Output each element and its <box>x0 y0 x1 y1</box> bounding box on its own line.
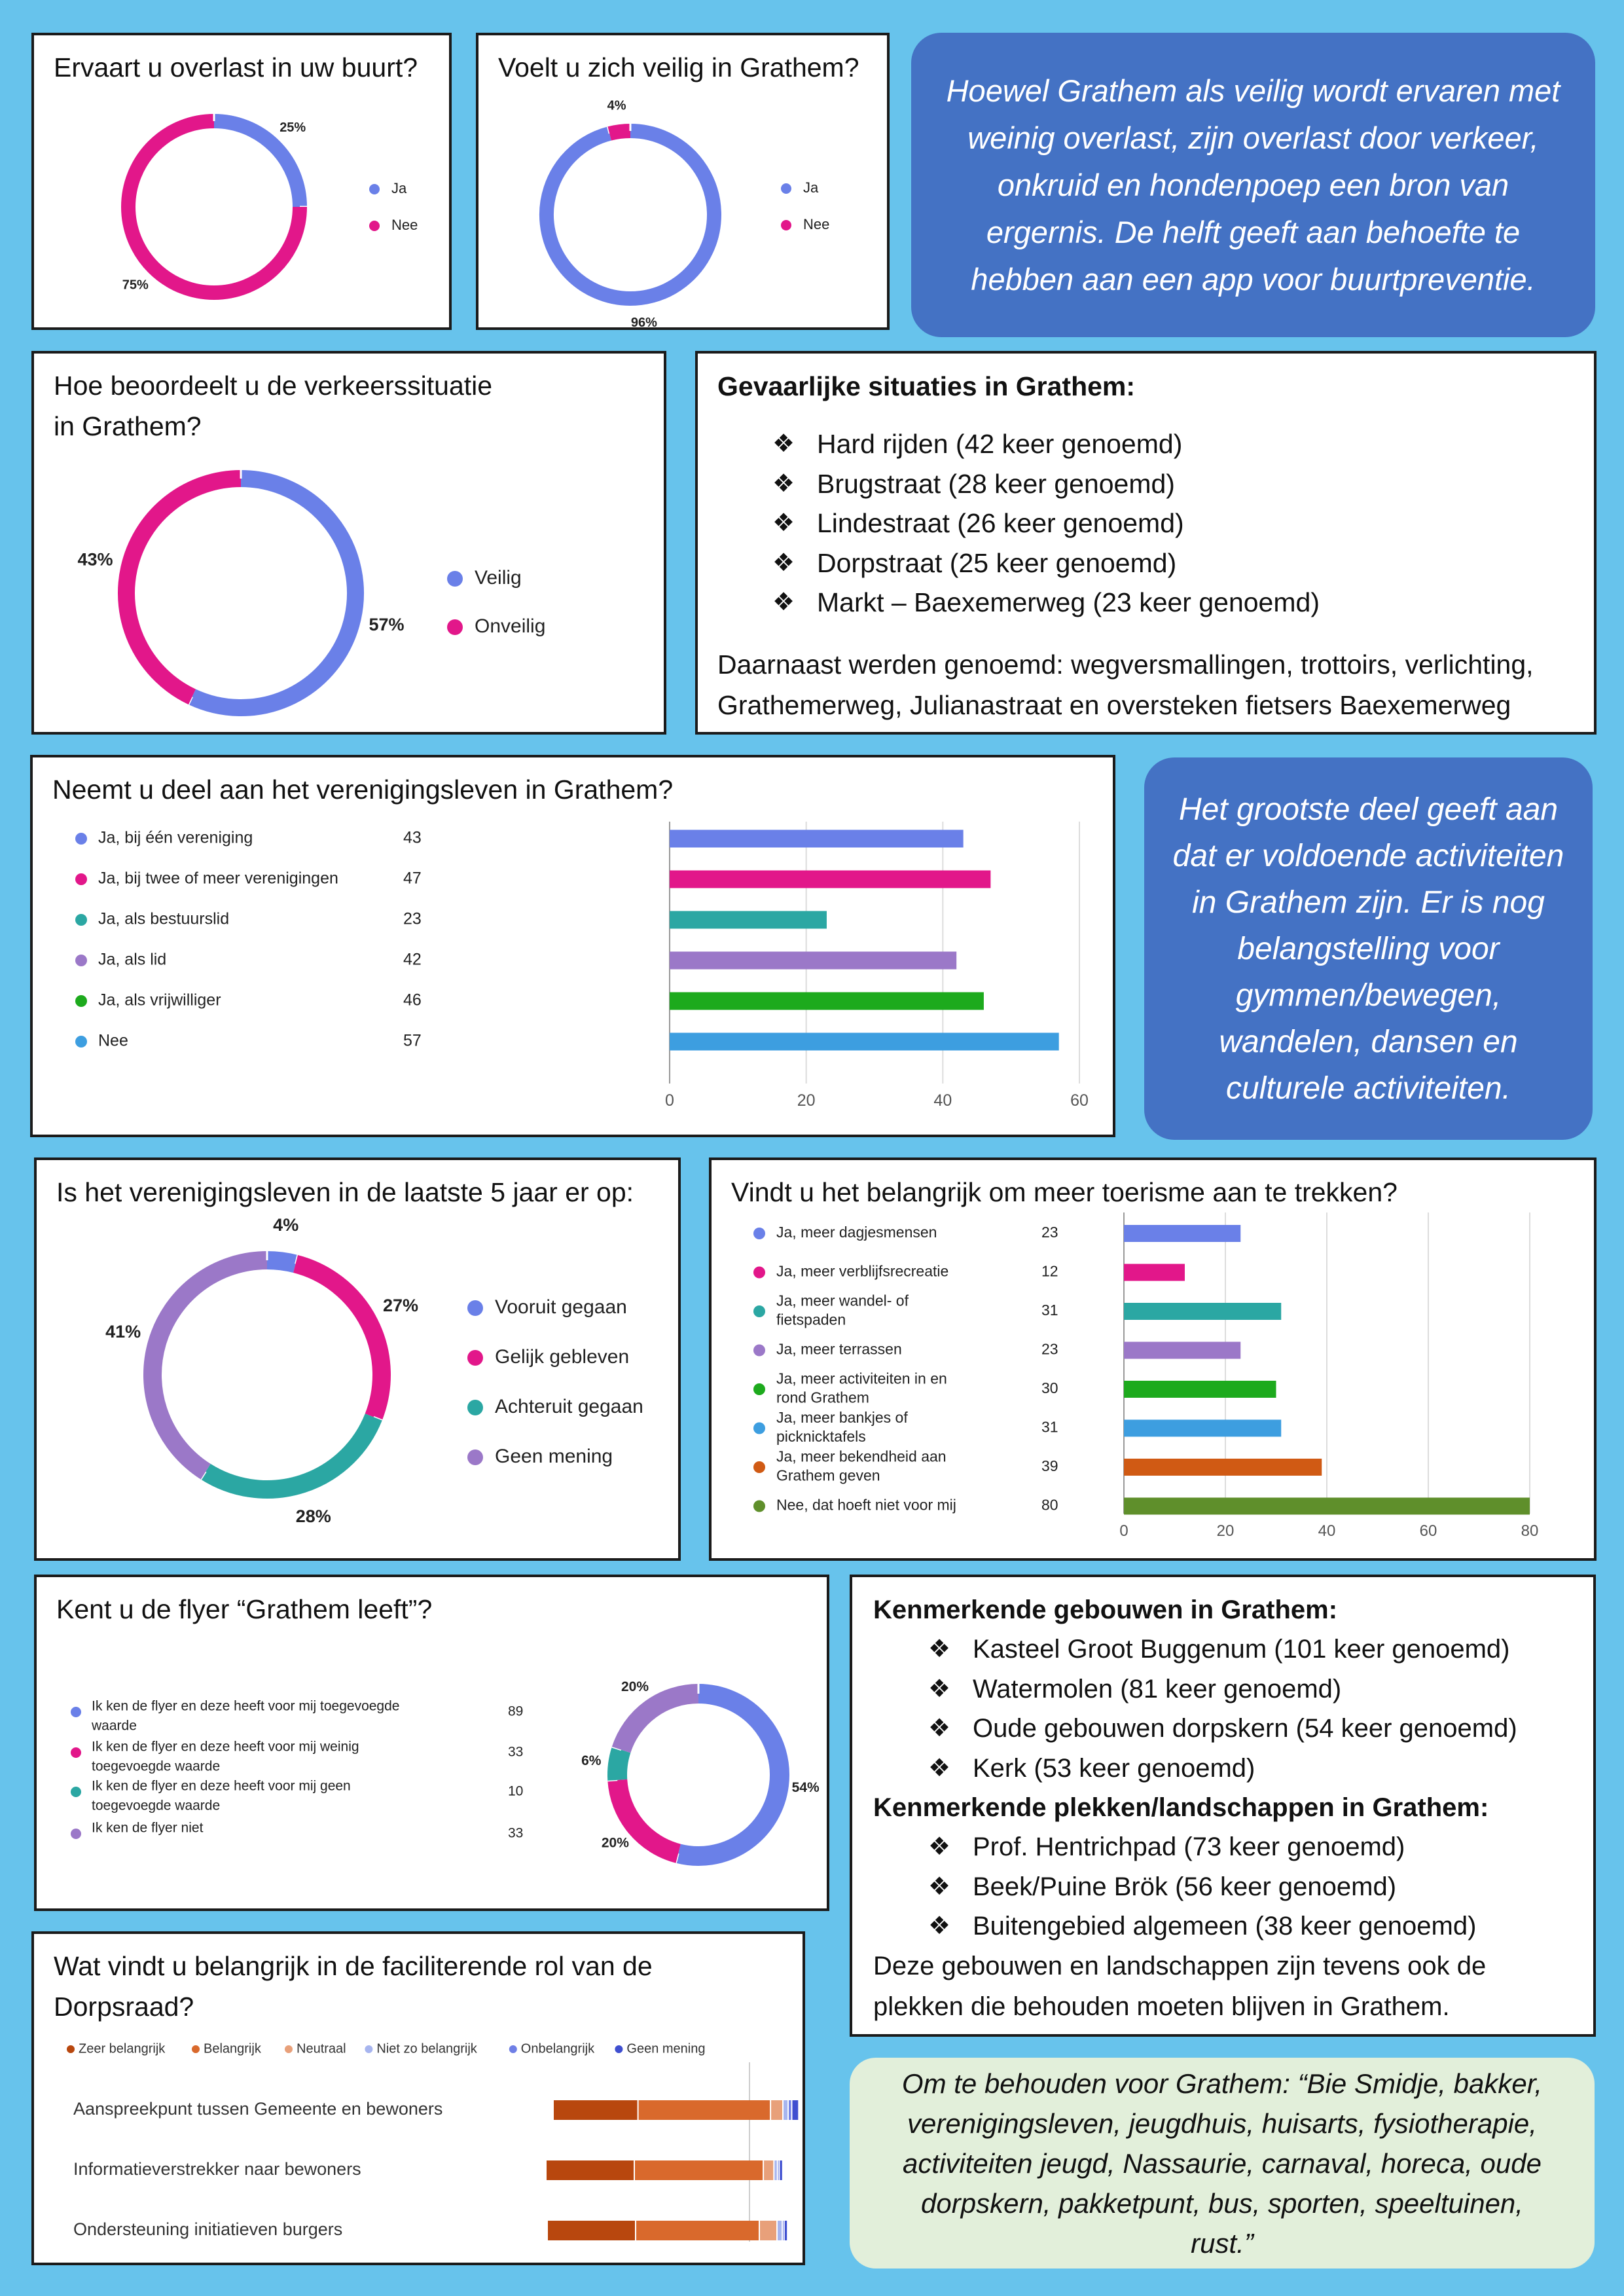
list-item <box>928 1906 1477 1946</box>
list-item-text: Lindestraat (26 keer genoemd) <box>817 508 1184 538</box>
legend-dot <box>71 1787 81 1797</box>
panel-flyer <box>34 1575 829 1911</box>
legend-dot <box>75 873 87 885</box>
diamond-bullet-icon: ❖ <box>928 1635 951 1663</box>
legend-count: 33 <box>508 1744 524 1760</box>
bar-segment <box>784 2100 787 2120</box>
legend-label: Nee <box>391 216 418 233</box>
legend-count: 33 <box>508 1825 524 1841</box>
axis-tick-label: 20 <box>797 1091 816 1110</box>
list-item-text: Kerk (53 keer genoemd) <box>973 1753 1255 1783</box>
donut-slice <box>609 131 630 134</box>
stacked-bar-chart-faciliterend <box>34 1934 808 2268</box>
value-label: 23 <box>1041 1340 1058 1358</box>
axis-tick-label: 80 <box>1521 1522 1539 1540</box>
bar-segment <box>771 2100 782 2120</box>
question-title: Voelt u zich veilig in Grathem? <box>498 52 859 82</box>
panel-gevaarlijk <box>695 351 1597 735</box>
list-item-text: Hard rijden (42 keer genoemd) <box>817 429 1183 459</box>
legend-dot <box>369 221 380 231</box>
value-label: 47 <box>403 869 422 888</box>
donut-slice <box>206 1417 373 1489</box>
category-label: Ja, meer bankjes of <box>776 1409 908 1427</box>
bar-segment <box>554 2100 638 2120</box>
value-label: 42 <box>403 950 422 969</box>
bar <box>670 952 956 970</box>
legend-dot <box>285 2045 293 2053</box>
value-label: 23 <box>1041 1224 1058 1241</box>
question-title: Neemt u deel aan het verenigingsleven in Grathem? <box>52 774 674 805</box>
legend-count: 10 <box>508 1783 524 1799</box>
bar-segment <box>793 2100 799 2120</box>
category-label: Nee <box>98 1031 128 1050</box>
list-item <box>928 1709 1517 1749</box>
donut-chart-veilig <box>478 35 892 333</box>
slice-label: 4% <box>607 98 626 113</box>
question-title: Kent u de flyer “Grathem leeft”? <box>56 1594 433 1624</box>
slice-label: 6% <box>581 1753 602 1768</box>
bar-segment <box>778 2160 779 2180</box>
panel-toerisme <box>709 1157 1597 1561</box>
list-item <box>928 1669 1517 1709</box>
preserve-text: Om te behouden voor Grathem: “Bie Smidje, bakker, verenigingsleven, jeugdhuis, huisarts, fysiotherapie, activiteiten jeugd, Nassaurie, carnaval, horeca, oude dorpskern, pakketpunt, bus, sporten, speeltuinen, rust.” <box>901 2068 1543 2259</box>
panel-vereniging <box>30 755 1115 1137</box>
donut-slice <box>547 131 714 299</box>
axis-tick-label: 40 <box>933 1091 952 1110</box>
section-heading-places: Kenmerkende plekken/landschappen in Grathem: <box>873 1793 1489 1822</box>
list-item <box>928 1827 1476 1867</box>
legend-label: Vooruit gegaan <box>495 1296 627 1318</box>
legend-dot <box>753 1305 765 1317</box>
legend-dot <box>75 995 87 1007</box>
dangerous-situations-list <box>772 424 1320 623</box>
list-item <box>928 1867 1476 1907</box>
donut-slice <box>678 1694 780 1856</box>
summary-text: Hoewel Grathem als veilig wordt ervaren met weinig overlast, zijn overlast door verkeer, onkruid en hondenpoep een bron van ergernis. De helft geeft aan behoefte te hebben aan een app voor buurtpreventie. <box>946 73 1561 297</box>
bar <box>670 871 990 888</box>
value-label: 23 <box>403 909 422 928</box>
list-item-text: Buitengebied algemeen (38 keer genoemd) <box>973 1912 1477 1941</box>
legend-dot <box>753 1345 765 1357</box>
category-label: Ja, meer activiteiten in en <box>776 1370 947 1387</box>
axis-tick-label: 0 <box>665 1091 674 1110</box>
legend-dot <box>753 1461 765 1473</box>
legend-label: Belangrijk <box>204 2041 261 2056</box>
legend-count: 89 <box>508 1704 524 1719</box>
bar-segment <box>785 2221 787 2240</box>
bar <box>1124 1381 1276 1398</box>
list-item-text: Brugstraat (28 keer genoemd) <box>817 468 1175 499</box>
slice-label: 75% <box>122 278 149 293</box>
value-label: 31 <box>1041 1302 1058 1319</box>
slice-label: 43% <box>77 549 113 570</box>
legend-dot <box>753 1423 765 1434</box>
legend-label: Geen mening <box>495 1445 613 1467</box>
legend-label: Geen mening <box>626 2041 706 2056</box>
legend-dot <box>467 1449 483 1465</box>
legend-label: Zeer belangrijk <box>79 2041 166 2056</box>
bar-segment <box>635 2160 763 2180</box>
summary-card-activities <box>1144 757 1593 1140</box>
question-title: Is het verenigingsleven in de laatste 5 jaar er op: <box>56 1177 634 1207</box>
donut-slice <box>617 1750 621 1780</box>
legend-dot <box>467 1350 483 1366</box>
legend-dot <box>369 184 380 194</box>
bar <box>1124 1264 1185 1281</box>
donut-chart-vereniging5 <box>37 1160 683 1563</box>
legend-dot <box>447 619 463 635</box>
panel-veilig <box>476 33 890 330</box>
legend-dot <box>67 2045 75 2053</box>
list-item-text: Prof. Hentrichpad (73 keer genoemd) <box>973 1832 1405 1861</box>
legend-dot <box>467 1400 483 1415</box>
slice-label: 4% <box>273 1214 299 1235</box>
slice-label: 28% <box>295 1506 331 1526</box>
list-item <box>928 1749 1517 1789</box>
donut-chart-verkeer <box>34 354 669 737</box>
list-item <box>772 583 1320 623</box>
bar-segment <box>774 2160 776 2180</box>
donut-slice <box>192 479 355 708</box>
donut-chart-overlast <box>34 35 454 333</box>
diamond-bullet-icon: ❖ <box>772 549 795 577</box>
panel-vereniging5 <box>34 1157 681 1561</box>
bar <box>1124 1420 1281 1437</box>
section-heading: Gevaarlijke situaties in Grathem: <box>717 371 1136 401</box>
list-item <box>772 543 1320 583</box>
bar <box>670 1033 1059 1051</box>
axis-tick-label: 20 <box>1216 1522 1235 1540</box>
legend-label: Onveilig <box>475 615 546 637</box>
legend-dot <box>75 1036 87 1048</box>
bar <box>1124 1303 1281 1320</box>
bar-segment <box>764 2160 773 2180</box>
bar <box>1124 1225 1240 1242</box>
value-label: 80 <box>1041 1496 1058 1514</box>
legend-dot <box>781 220 791 230</box>
category-label: rond Grathem <box>776 1389 869 1406</box>
donut-slice <box>621 1694 698 1750</box>
list-item <box>772 503 1320 543</box>
legend-label: toegevoegde waarde <box>92 1798 221 1813</box>
donut-slice <box>296 1264 382 1417</box>
bar-segment <box>780 2160 782 2180</box>
slice-label: 57% <box>369 614 405 634</box>
category-label: Ja, meer verblijfsrecreatie <box>776 1262 949 1280</box>
legend-label: Achteruit gegaan <box>495 1395 643 1417</box>
diamond-bullet-icon: ❖ <box>928 1675 951 1703</box>
slice-label: 96% <box>630 315 657 330</box>
list-item-text: Dorpstraat (25 keer genoemd) <box>817 547 1177 578</box>
category-label: fietspaden <box>776 1311 846 1328</box>
list-item-text: Oude gebouwen dorpskern (54 keer genoemd) <box>973 1714 1517 1743</box>
value-label: 57 <box>403 1031 422 1050</box>
legend-dot <box>447 571 463 587</box>
legend-dot <box>509 2045 517 2053</box>
value-label: 12 <box>1041 1262 1058 1280</box>
bar-segment <box>789 2100 791 2120</box>
legend-label: Niet zo belangrijk <box>376 2041 477 2056</box>
question-title: Wat vindt u belangrijk in de faciliterende rol van de Dorpsraad? <box>54 1951 653 2022</box>
question-title: Ervaart u overlast in uw buurt? <box>54 52 418 82</box>
legend-label: Ik ken de flyer en deze heeft voor mij weinig <box>92 1739 359 1755</box>
category-label: Ja, bij twee of meer verenigingen <box>98 869 338 888</box>
bar <box>1124 1459 1322 1476</box>
category-label: Ja, als vrijwilliger <box>98 991 221 1010</box>
category-label: Ja, meer wandel- of <box>776 1292 909 1309</box>
legend-dot <box>75 914 87 926</box>
panel-faciliterend <box>31 1931 805 2265</box>
legend-label: Ja <box>803 179 819 196</box>
bar-chart-vereniging <box>33 757 1118 1140</box>
category-label: picknicktafels <box>776 1428 866 1446</box>
diamond-bullet-icon: ❖ <box>928 1912 951 1940</box>
legend-dot <box>365 2045 372 2053</box>
bar <box>670 993 984 1010</box>
legend-label: Ik ken de flyer en deze heeft voor mij geen <box>92 1778 351 1794</box>
category-label: Ja, meer dagjesmensen <box>776 1224 937 1241</box>
axis-tick-label: 60 <box>1419 1522 1437 1540</box>
diamond-bullet-icon: ❖ <box>928 1833 951 1861</box>
bar-segment <box>778 2221 782 2240</box>
buildings-footer: Deze gebouwen en landschappen zijn tevens ook de plekken die behouden moeten blijven in Grathem. <box>873 1952 1487 2021</box>
legend-dot <box>71 1747 81 1758</box>
bar <box>670 830 964 848</box>
slice-label: 54% <box>791 1780 820 1796</box>
panel-verkeer <box>31 351 666 735</box>
buildings-list <box>928 1630 1517 1788</box>
extra-mentions: Daarnaast werden genoemd: wegversmallingen, trottoirs, verlichting, Grathemerweg, Julianastraat en oversteken fietsers Baexemerweg <box>717 649 1534 720</box>
category-label: Grathem geven <box>776 1467 880 1484</box>
category-label: Ja, bij één vereniging <box>98 828 253 847</box>
slice-label: 27% <box>383 1296 419 1316</box>
bar <box>1124 1498 1530 1515</box>
places-list <box>928 1827 1477 1946</box>
bar-segment <box>760 2221 776 2240</box>
bar-segment <box>783 2221 784 2240</box>
bar <box>1124 1342 1240 1359</box>
bar-segment <box>547 2160 634 2180</box>
donut-slice <box>153 1260 267 1472</box>
list-item-text: Markt – Baexemerweg (23 keer genoemd) <box>817 587 1320 617</box>
diamond-bullet-icon: ❖ <box>928 1872 951 1901</box>
diamond-bullet-icon: ❖ <box>772 469 795 498</box>
legend-dot <box>71 1829 81 1839</box>
donut-slice <box>267 1260 296 1264</box>
legend-label: Onbelangrijk <box>520 2041 595 2056</box>
value-label: 31 <box>1041 1418 1058 1436</box>
diamond-bullet-icon: ❖ <box>772 430 795 458</box>
bar <box>670 911 827 929</box>
axis-tick-label: 40 <box>1318 1522 1336 1540</box>
legend-label: Nee <box>803 215 830 232</box>
summary-card-safety <box>911 33 1595 337</box>
slice-label: 41% <box>105 1322 141 1342</box>
bar-segment <box>639 2100 770 2120</box>
value-label: 30 <box>1041 1379 1058 1397</box>
bar-segment <box>548 2221 635 2240</box>
legend-dot <box>615 2045 623 2053</box>
category-label: Ja, als lid <box>98 950 167 969</box>
question-title: Hoe beoordeelt u de verkeerssituatie in Grathem? <box>54 371 493 441</box>
diamond-bullet-icon: ❖ <box>772 509 795 537</box>
list-item-text: Beek/Puine Brök (56 keer genoemd) <box>973 1872 1397 1901</box>
list-item <box>772 424 1320 464</box>
category-label: Ondersteuning initiatieven burgers <box>73 2219 343 2240</box>
bar-chart-toerisme <box>712 1160 1599 1563</box>
diamond-bullet-icon: ❖ <box>928 1715 951 1742</box>
summary-card-preserve <box>850 2058 1595 2269</box>
diamond-bullet-icon: ❖ <box>772 589 795 616</box>
legend-label: waarde <box>92 1718 137 1734</box>
legend-dot <box>192 2045 200 2053</box>
legend-dot <box>753 1228 765 1239</box>
value-label: 39 <box>1041 1457 1058 1475</box>
value-label: 46 <box>403 991 422 1010</box>
category-label: Ja, meer bekendheid aan <box>776 1448 947 1465</box>
legend-label: Gelijk gebleven <box>495 1345 630 1368</box>
legend-dot <box>467 1300 483 1316</box>
slice-label: 20% <box>621 1679 649 1695</box>
bar-segment <box>636 2221 759 2240</box>
legend-dot <box>75 955 87 966</box>
legend-dot <box>75 833 87 845</box>
axis-tick-label: 60 <box>1070 1091 1089 1110</box>
panel-overlast <box>31 33 452 330</box>
slice-label: 25% <box>280 120 306 136</box>
legend-dot <box>753 1383 765 1395</box>
legend-label: Ik ken de flyer niet <box>92 1820 204 1836</box>
list-item-text: Kasteel Groot Buggenum (101 keer genoemd) <box>973 1635 1510 1664</box>
list-item-text: Watermolen (81 keer genoemd) <box>973 1674 1342 1704</box>
legend-label: Neutraal <box>297 2041 346 2056</box>
category-label: Nee, dat hoeft niet voor mij <box>776 1496 956 1514</box>
category-label: Ja, meer terrassen <box>776 1340 902 1358</box>
legend-label: Ja <box>391 179 407 196</box>
list-item <box>772 464 1320 504</box>
legend-dot <box>753 1501 765 1512</box>
summary-text: Het grootste deel geeft aan dat er voldoende activiteiten in Grathem zijn. Er is nog belangstelling voor gymmen/bewegen, wandelen, dansen en culturele activiteiten. <box>1172 792 1564 1106</box>
section-heading-buildings: Kenmerkende gebouwen in Grathem: <box>873 1595 1338 1624</box>
question-title: Vindt u het belangrijk om meer toerisme aan te trekken? <box>731 1177 1398 1207</box>
slice-label: 20% <box>601 1835 629 1851</box>
donut-slice <box>126 479 241 697</box>
category-label: Aanspreekpunt tussen Gemeente en bewoners <box>73 2099 443 2119</box>
donut-chart-flyer <box>37 1577 832 1914</box>
value-label: 43 <box>403 828 422 847</box>
legend-dot <box>71 1707 81 1717</box>
diamond-bullet-icon: ❖ <box>928 1754 951 1782</box>
legend-dot <box>781 183 791 194</box>
axis-tick-label: 0 <box>1119 1522 1128 1540</box>
panel-gebouwen <box>850 1575 1596 2037</box>
legend-label: Veilig <box>475 566 522 589</box>
legend-label: toegevoegde waarde <box>92 1758 221 1774</box>
category-label: Ja, als bestuurslid <box>98 909 230 928</box>
list-item <box>928 1630 1517 1669</box>
legend-label: Ik ken de flyer en deze heeft voor mij toegevoegde <box>92 1698 400 1714</box>
legend-dot <box>753 1267 765 1279</box>
category-label: Informatieverstrekker naar bewoners <box>73 2159 361 2179</box>
